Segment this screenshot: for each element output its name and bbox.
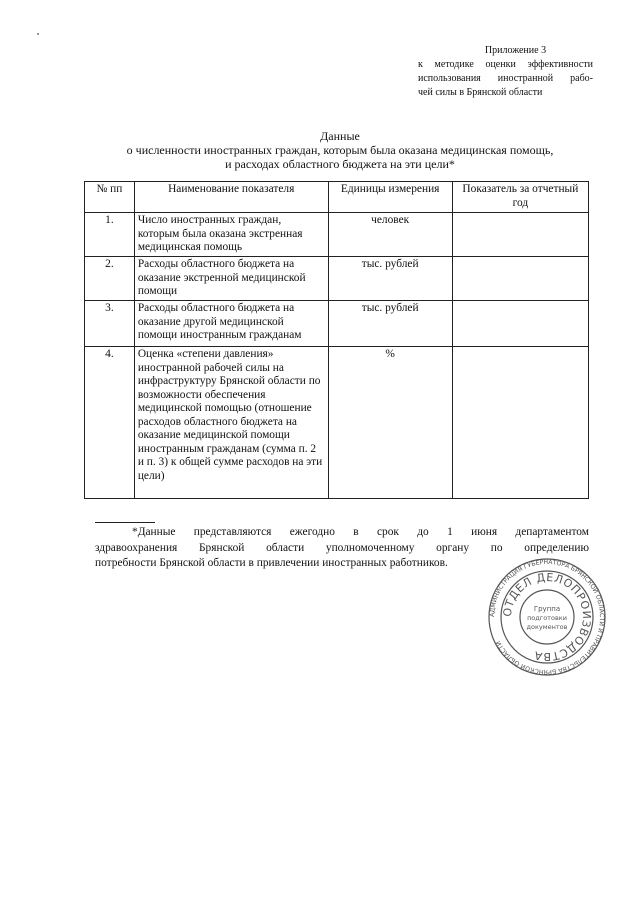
header-indicator-name: Наименование показателя — [134, 182, 328, 213]
row-value — [452, 301, 588, 347]
appendix-note — [418, 44, 593, 100]
row-unit: человек — [328, 213, 452, 257]
office-stamp — [488, 558, 606, 676]
row-unit: тыс. рублей — [328, 257, 452, 301]
row-indicator-name: Расходы областного бюджета на оказание экстренной медицинской помощи — [134, 257, 328, 301]
heading-title: Данные — [320, 129, 360, 143]
row-value — [452, 257, 588, 301]
footnote-line: здравоохранения Брянской области уполномоченному органу по определению — [95, 541, 589, 554]
row-value — [452, 213, 588, 257]
header-value: Показатель за отчетный год — [452, 182, 588, 213]
row-value — [452, 347, 588, 499]
stamp-department-text: ОТДЕЛ ДЕЛОПРОИЗВОДСТВА — [500, 570, 594, 664]
indicators-table — [84, 181, 589, 499]
footnote-line: *Данные представляются ежегодно в срок до 1 июня департаментом — [132, 526, 589, 538]
row-indicator-name: Расходы областного бюджета на оказание другой медицинской помощи иностранным гражданам — [134, 301, 328, 347]
document-heading — [80, 129, 600, 171]
appendix-line: чей силы в Брянской области — [418, 87, 543, 98]
header-units: Единицы измерения — [328, 182, 452, 213]
footnote-divider — [95, 522, 155, 523]
row-unit: тыс. рублей — [328, 301, 452, 347]
stamp-center-line: подготовки — [527, 614, 567, 622]
table-row — [85, 301, 589, 347]
table-header-row — [85, 182, 589, 213]
row-number: 1. — [85, 213, 135, 257]
row-indicator-name: Число иностранных граждан, которым была оказана экстренная медицинская помощь — [134, 213, 328, 257]
stamp-outer-text: АДМИНИСТРАЦИЯ ГУБЕРНАТОРА БРЯНСКОЙ ОБЛАСТИ И ПРАВИТЕЛЬСТВА БРЯНСКОЙ ОБЛАСТИ — [488, 558, 606, 676]
row-indicator-name: Оценка «степени давления» иностранной рабочей силы на инфраструктуру Брянской области по возможности обеспечения медицинской помощью (отношение расходов областного бюджета на оказание медицинской помощи иностранным гражданам (сумма п. 2 и п. 3) к общей сумме расходов на эти цели) — [134, 347, 328, 499]
header-number: № пп — [85, 182, 135, 213]
appendix-line: использования иностранной рабо- — [418, 73, 593, 84]
row-number: 3. — [85, 301, 135, 347]
appendix-line: к методике оценки эффективности — [418, 59, 593, 70]
footnote-line: потребности Брянской области в привлечении иностранных работников. — [95, 557, 448, 569]
row-number: 2. — [85, 257, 135, 301]
stamp-center-line: документов — [526, 623, 568, 631]
row-number: 4. — [85, 347, 135, 499]
heading-line: о численности иностранных граждан, которым была оказана медицинская помощь, — [126, 143, 554, 157]
heading-line: и расходах областного бюджета на эти цели* — [225, 157, 455, 171]
scan-speck — [37, 33, 39, 35]
row-unit: % — [328, 347, 452, 499]
appendix-title: Приложение 3 — [484, 45, 547, 56]
table-row — [85, 257, 589, 301]
stamp-center-line: Группа — [533, 605, 561, 613]
table-row — [85, 213, 589, 257]
table-row — [85, 347, 589, 499]
